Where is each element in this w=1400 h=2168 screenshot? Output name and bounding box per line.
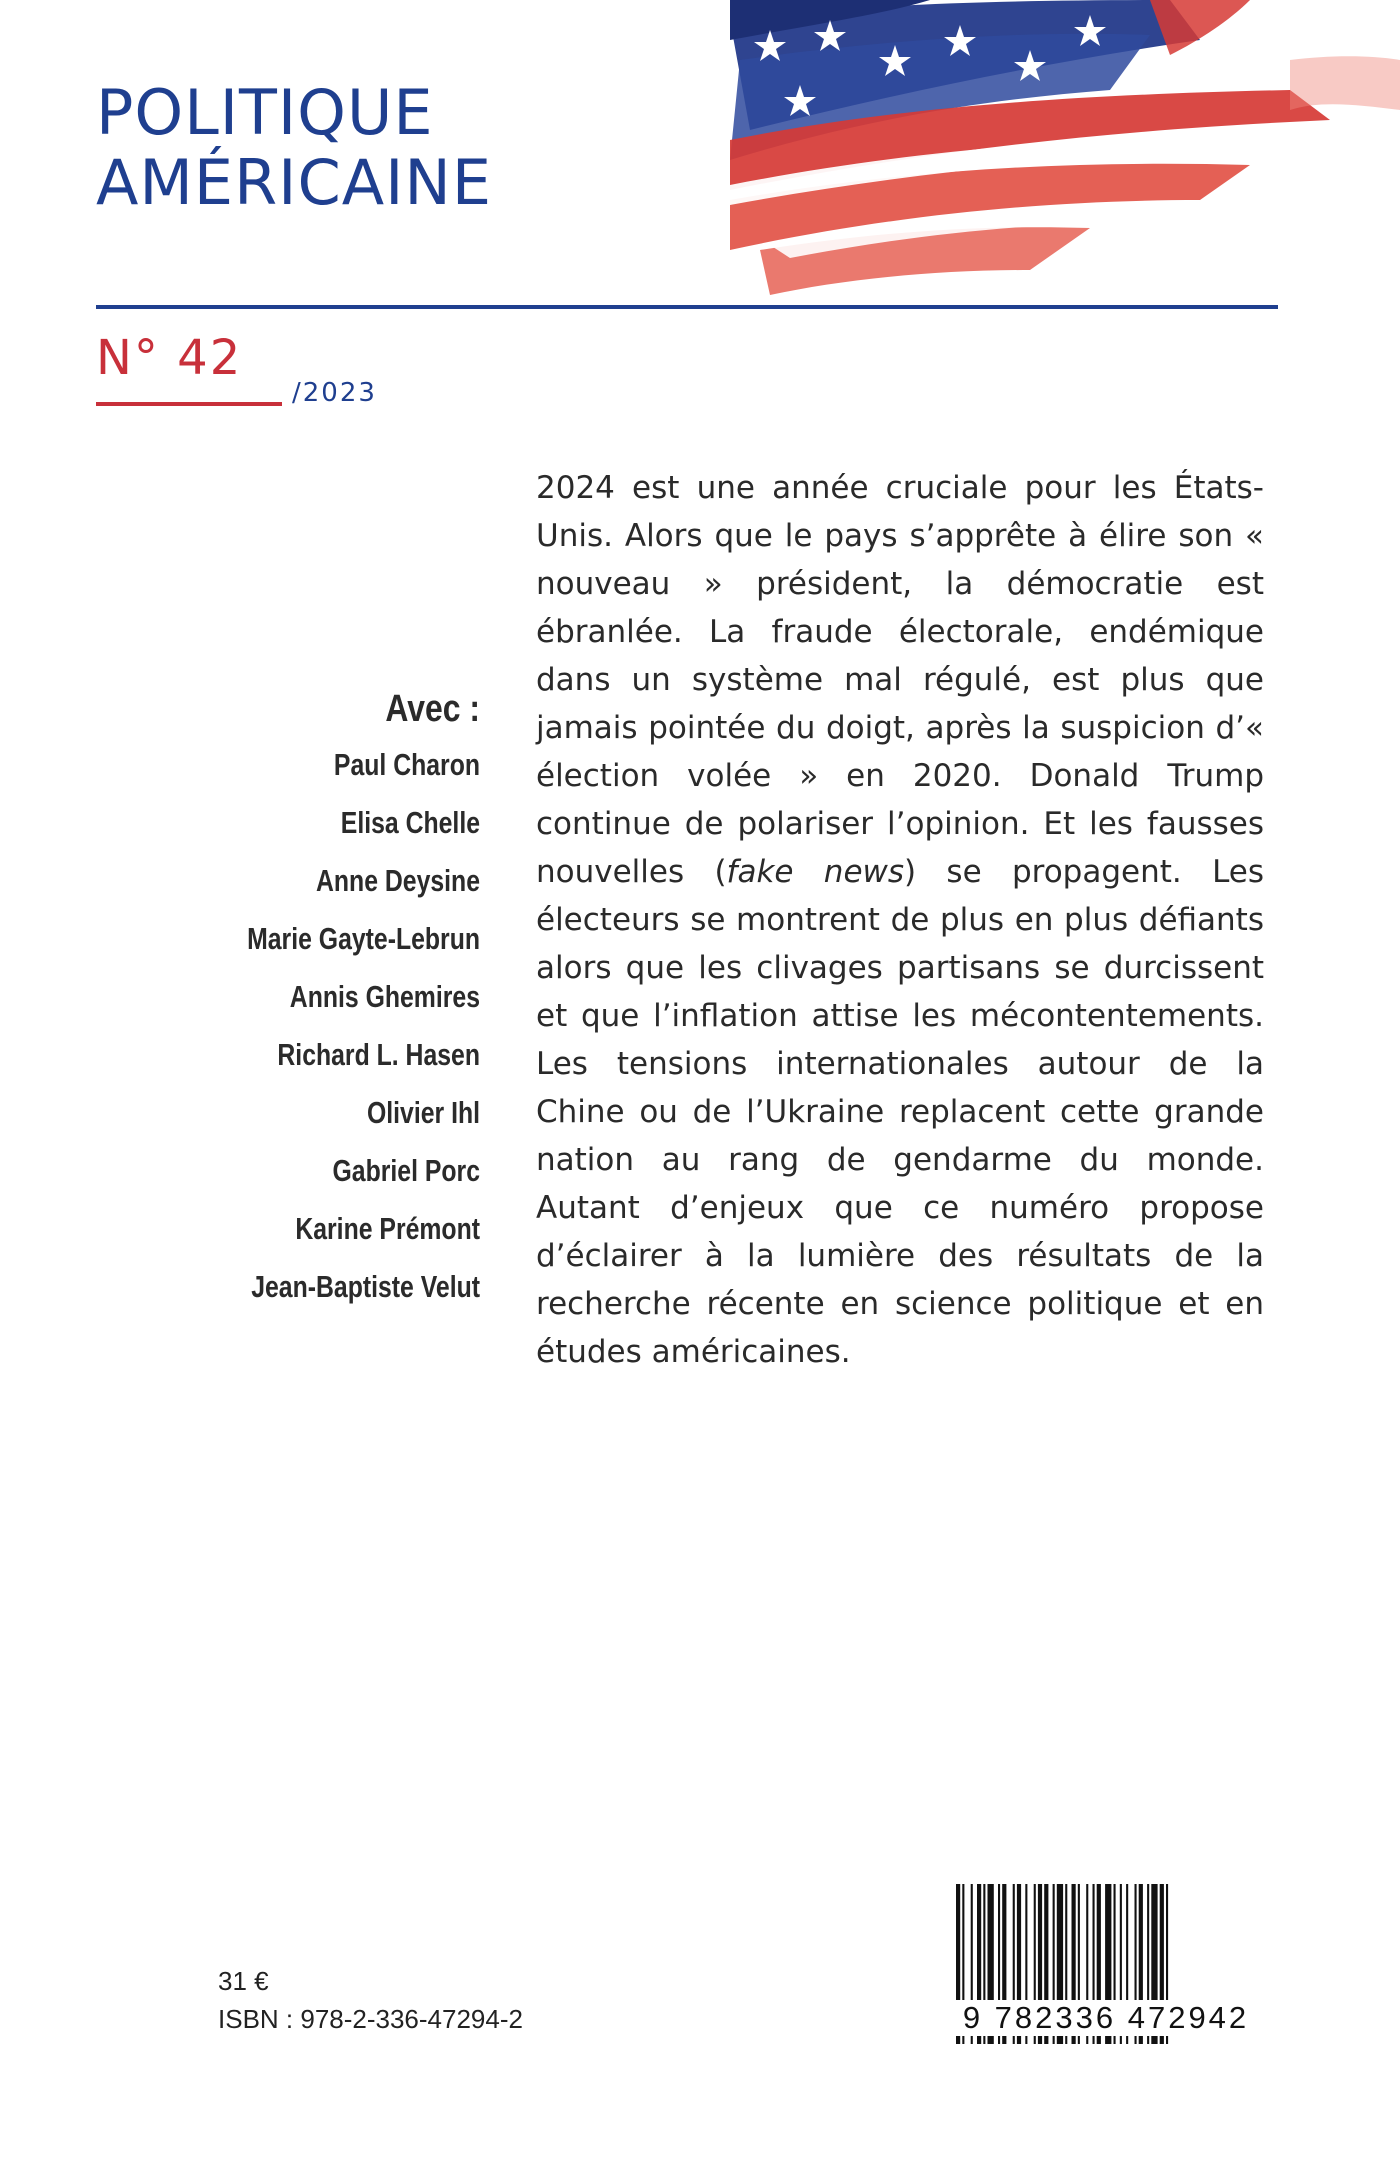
author-name: Karine Prémont: [295, 1211, 480, 1246]
issue-number: N° 42: [96, 330, 243, 386]
author-list: [140, 682, 480, 1316]
journal-title-line1: POLITIQUE: [96, 76, 434, 149]
title-divider: [96, 305, 1278, 309]
issue-year: /2023: [292, 378, 377, 408]
back-cover-blurb: [536, 464, 1264, 1376]
barcode-digits: 9 782336 472942: [948, 2000, 1264, 2036]
journal-title: [96, 78, 492, 218]
blurb-text-part2: ) se propagent. Les électeurs se montrent de plus en plus défiants alors que les clivages partisans se durcissent et que l’inflation attise les mécontentements. Les tensions internationales autour de la Chine ou de l’Ukraine replacent cette grande nation au rang de gendarme du monde. Autant d’enjeux que ce numéro propose d’éclairer à la lumière des résultats de la recherche récente en science politique et en études américaines.: [536, 854, 1265, 1370]
author-name: Richard L. Hasen: [277, 1037, 480, 1072]
blurb-paragraph: [536, 464, 1264, 1376]
blurb-text-part1: 2024 est une année cruciale pour les États-Unis. Alors que le pays s’apprête à élire son « nouveau » président, la démocratie est ébranlée. La fraude électorale, endémique dans un système mal régulé, est plus que jamais pointée du doigt, après la suspicion d’« élection volée » en 2020. Donald Trump continue de polariser l’opinion. Et les fausses nouvelles (: [536, 470, 1264, 890]
author-name: Jean-Baptiste Velut: [251, 1269, 480, 1304]
author-name: Anne Deysine: [315, 863, 480, 898]
journal-title-line2: AMÉRICAINE: [96, 146, 492, 219]
blurb-italic-term: fake news: [726, 854, 905, 890]
isbn: ISBN : 978-2-336-47294-2: [218, 2004, 523, 2034]
price: 31 €: [218, 1966, 269, 1996]
author-name: Olivier Ihl: [366, 1095, 480, 1130]
american-flag-illustration: [730, 0, 1400, 300]
authors-label: Avec :: [385, 688, 480, 730]
author-name: Annis Ghemires: [289, 979, 480, 1014]
author-name: Gabriel Porc: [332, 1153, 480, 1188]
author-name: Paul Charon: [333, 747, 480, 782]
issue-underline: [96, 402, 282, 406]
author-name: Elisa Chelle: [340, 805, 480, 840]
author-name: Marie Gayte-Lebrun: [247, 921, 480, 956]
